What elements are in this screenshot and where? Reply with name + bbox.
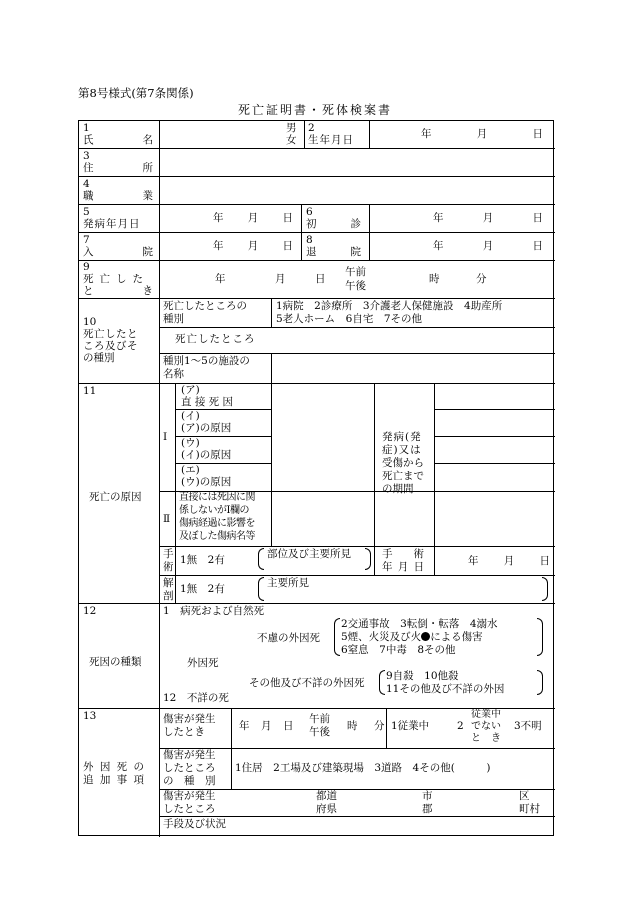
cause-d-mark: (エ)	[181, 464, 200, 476]
rule	[79, 176, 555, 177]
place-type-label-2: 種別	[163, 313, 184, 325]
item-number: 10	[83, 316, 97, 328]
rule	[369, 232, 370, 260]
rule	[231, 748, 232, 789]
autopsy-label-b: 剖	[163, 590, 174, 602]
rule	[159, 546, 555, 547]
item-number: 3	[83, 150, 90, 162]
external-death-label: 外因死	[187, 657, 219, 669]
right-brace	[542, 577, 548, 601]
left-brace	[258, 577, 264, 601]
autopsy-label-a: 解	[163, 577, 174, 589]
contributing-cause-label-4: 及ぼした傷病名等	[179, 531, 255, 542]
day-unit: 日	[532, 212, 543, 224]
minute-unit: 分	[476, 273, 487, 285]
rule	[159, 121, 160, 837]
name-label-a: 氏	[83, 134, 94, 146]
occupation-label-b: 業	[142, 190, 153, 202]
month-unit: 月	[482, 240, 494, 252]
discharge-label-b: 院	[350, 246, 361, 258]
rule	[271, 353, 272, 383]
injury-place-label: 傷害が発生	[163, 790, 216, 802]
black-dot-icon	[421, 632, 430, 641]
admission-label-a: 入	[83, 246, 94, 258]
rule	[159, 353, 555, 354]
surgery-findings-label: 部位及び主要所見	[267, 548, 351, 560]
item-number: 6	[306, 206, 313, 218]
rule	[79, 383, 555, 384]
prefecture-unit-2: 府県	[316, 803, 337, 815]
cause-d-label: (ウ)の原因	[181, 476, 232, 488]
town-unit: 町村	[519, 803, 540, 815]
left-brace	[334, 618, 340, 656]
autopsy-findings-label: 主要所見	[267, 577, 309, 589]
left-brace	[258, 548, 264, 570]
am-option[interactable]: 午前	[309, 713, 330, 725]
month-unit: 月	[476, 128, 488, 140]
rule	[79, 204, 555, 205]
right-brace	[365, 548, 371, 570]
rule	[271, 383, 272, 546]
rule	[434, 409, 555, 410]
county-unit: 郡	[422, 803, 433, 815]
pm-option[interactable]: 午後	[309, 726, 330, 738]
time-of-death-label: 死亡した	[83, 273, 149, 285]
address-label	[83, 162, 153, 174]
admission-date-field[interactable]	[213, 240, 293, 252]
cause-a-mark: (ア)	[181, 384, 200, 396]
injury-place-type-label: 傷害が発生	[163, 749, 216, 761]
prefecture-unit: 都道	[316, 790, 337, 802]
not-at-work-number: 2	[457, 720, 464, 732]
period-label-3: 受傷から	[382, 457, 424, 469]
name-label	[83, 134, 153, 146]
item-number: 4	[83, 178, 90, 190]
day-unit: 日	[532, 128, 543, 140]
accident-options[interactable]: 2交通事故 3転倒・転落 4溺水	[341, 618, 498, 630]
minute-unit: 分	[374, 720, 385, 732]
rule	[79, 232, 555, 233]
unknown-option[interactable]: 3不明	[514, 720, 542, 732]
cause-part-II-label: Ⅱ	[163, 513, 171, 525]
facility-name-label: 種別1～5の施設の	[163, 355, 250, 367]
month-unit: 月	[482, 212, 494, 224]
unknown-death-option[interactable]: 12 不詳の死	[163, 692, 229, 704]
rule	[79, 260, 555, 261]
rule	[369, 121, 370, 148]
place-of-death-label-3: の種別	[83, 352, 115, 364]
cause-b-label: (ア)の原因	[181, 422, 232, 434]
right-brace	[537, 618, 543, 656]
rule	[301, 204, 302, 232]
month-unit: 月	[275, 273, 286, 285]
external-additional-label-2: 追 加 事 項	[83, 774, 146, 786]
certificate-form	[78, 120, 554, 836]
year-unit: 年	[239, 720, 250, 732]
discharge-label	[306, 246, 361, 258]
onset-date-field[interactable]	[213, 212, 293, 224]
admission-label	[83, 246, 153, 258]
cause-c-label: (イ)の原因	[181, 449, 232, 461]
sex-female-option[interactable]: 女	[286, 134, 297, 146]
surgery-options[interactable]: 1無 2有	[180, 554, 225, 566]
rule	[159, 575, 555, 576]
year-unit: 年	[213, 240, 224, 252]
rule	[175, 546, 176, 603]
item-number: 1	[83, 122, 90, 134]
injury-place-type-label-3: の 種 別	[163, 775, 216, 787]
month-unit: 月	[247, 240, 259, 252]
rule	[231, 708, 232, 748]
accident-fire-text: 5煙、火災及び火	[341, 631, 422, 643]
occupation-label-a: 職	[83, 190, 94, 202]
cause-of-death-label: 死亡の原因	[89, 491, 142, 503]
place-of-death-label: 死亡したと	[83, 328, 138, 340]
contributing-cause-label-3: 傷病経過に影響を	[179, 518, 255, 529]
item-number: 9	[83, 261, 90, 273]
rule	[301, 232, 302, 260]
item-number: 7	[83, 234, 90, 246]
other-external-label: その他及び不詳の外因死	[249, 677, 365, 689]
city-unit: 市	[422, 790, 433, 802]
day-unit: 日	[282, 212, 293, 224]
hour-unit: 時	[429, 273, 440, 285]
cause-a-label: 直 接 死 因	[181, 396, 234, 408]
birth-date-field[interactable]	[421, 128, 543, 140]
rule	[304, 121, 305, 148]
surgery-label-a: 手	[163, 548, 174, 560]
onset-date-label: 発病年月日	[83, 218, 141, 230]
year-unit: 年	[433, 240, 444, 252]
page-title: 死亡証明書・死体検案書	[237, 103, 392, 117]
injury-place-label-2: したところ	[163, 803, 216, 815]
surgery-label-b: 術	[163, 561, 174, 573]
facility-name-label-2: 名称	[163, 368, 184, 380]
natural-death-option[interactable]: 1 病死および自然死	[163, 605, 265, 617]
month-unit: 月	[247, 212, 259, 224]
rule	[159, 327, 555, 328]
day-unit: 日	[539, 555, 550, 567]
rule	[434, 463, 555, 464]
surgery-date-field[interactable]	[468, 555, 550, 567]
rule	[374, 546, 375, 575]
rule	[79, 148, 555, 149]
at-work-option[interactable]: 1従業中	[391, 720, 430, 732]
surgery-date-label-2: 年 月 日	[382, 561, 426, 573]
item-number: 5	[83, 206, 90, 218]
item-number: 11	[83, 385, 97, 397]
first-visit-label	[306, 218, 361, 230]
injury-place-type-options[interactable]: 1住居 2工場及び建築現場 3道路 4その他( )	[235, 762, 491, 774]
place-of-death-label-2: ころ及びそ	[83, 340, 138, 352]
cause-part-I-label: Ⅰ	[163, 431, 168, 443]
left-brace	[379, 670, 385, 695]
period-label: 発病(発	[382, 431, 422, 443]
time-of-death-label-2	[83, 285, 153, 297]
first-visit-label-a: 初	[306, 218, 317, 230]
day-unit: 日	[282, 240, 293, 252]
not-at-work-option[interactable]: 従業中	[471, 709, 501, 720]
place-label: 死亡したところ	[175, 333, 256, 345]
pm-option[interactable]: 午後	[345, 280, 366, 292]
name-label-b: 名	[142, 134, 153, 146]
not-at-work-option-2[interactable]: でない	[471, 721, 501, 732]
place-type-label: 死亡したところの	[163, 300, 247, 312]
form-number: 第8号様式(第7条関係)	[78, 86, 194, 100]
cause-b-mark: (イ)	[181, 410, 200, 422]
discharge-label-a: 退	[306, 246, 317, 258]
place-type-options-2[interactable]: 5老人ホーム 6自宅 7その他	[276, 313, 423, 325]
rule	[159, 748, 555, 749]
address-label-b: 所	[142, 162, 153, 174]
accident-injury-text: による傷害	[430, 631, 483, 643]
rule	[79, 603, 555, 604]
injury-place-type-label-2: したところ	[163, 762, 216, 774]
autopsy-options[interactable]: 1無 2有	[180, 583, 225, 595]
other-external-options[interactable]: 9自殺 10他殺	[386, 670, 459, 682]
external-additional-label: 外 因 死 の	[83, 761, 146, 773]
year-unit: 年	[215, 273, 226, 285]
accident-options-3[interactable]: 6窒息 7中毒 8その他	[341, 644, 456, 656]
year-unit: 年	[213, 212, 224, 224]
birth-date-label: 生年月日	[308, 134, 354, 146]
item-number: 13	[83, 710, 97, 722]
other-external-options-2[interactable]: 11その他及び不詳の外因	[386, 683, 505, 695]
rule	[79, 298, 555, 299]
accident-options-2[interactable]	[341, 631, 483, 643]
period-label-4: 死亡まで	[382, 470, 424, 482]
month-unit: 月	[503, 555, 515, 567]
year-unit: 年	[421, 128, 432, 140]
contributing-cause-label-2: 係しないがⅠ欄の	[179, 505, 249, 516]
rule	[386, 708, 387, 748]
first-visit-label-b: 診	[350, 218, 361, 230]
cause-c-mark: (ウ)	[181, 437, 200, 449]
place-type-options[interactable]: 1病院 2診療所 3介護老人保健施設 4助産所	[276, 300, 503, 312]
rule	[271, 298, 272, 327]
ward-unit: 区	[519, 790, 530, 802]
am-option[interactable]: 午前	[345, 266, 366, 278]
contributing-cause-label: 直接には死因に関	[179, 492, 255, 503]
period-label-5: の期間	[382, 483, 414, 495]
year-unit: 年	[433, 212, 444, 224]
injury-time-label: 傷害が発生	[163, 713, 216, 725]
sex-male-option[interactable]: 男	[286, 122, 297, 134]
year-unit: 年	[468, 555, 479, 567]
rule	[369, 204, 370, 232]
rule	[374, 383, 375, 546]
rule	[434, 383, 435, 546]
day-unit: 日	[315, 273, 326, 285]
rule	[175, 383, 176, 546]
month-unit: 月	[261, 720, 272, 732]
discharge-date-field[interactable]	[433, 240, 543, 252]
address-label-a: 住	[83, 162, 94, 174]
rule	[159, 816, 555, 817]
rule	[434, 546, 435, 575]
item-number: 12	[83, 605, 97, 617]
surgery-date-label: 手 術	[382, 548, 424, 560]
right-brace	[537, 670, 543, 695]
day-unit: 日	[532, 240, 543, 252]
item-number: 2	[308, 122, 315, 134]
admission-label-b: 院	[142, 246, 153, 258]
rule	[159, 789, 555, 790]
item-number: 8	[306, 234, 313, 246]
hour-unit: 時	[347, 720, 358, 732]
manner-of-death-label: 死因の種類	[89, 656, 142, 668]
occupation-label	[83, 190, 153, 202]
rule	[434, 436, 555, 437]
injury-time-label-2: したとき	[163, 726, 205, 738]
time-of-death-label-2b: き	[142, 285, 153, 297]
day-unit: 日	[283, 720, 294, 732]
time-of-death-label-2a: と	[83, 285, 94, 297]
period-label-2: 症)又は	[382, 444, 422, 456]
first-visit-date-field[interactable]	[433, 212, 543, 224]
not-at-work-option-3[interactable]: と き	[471, 733, 501, 744]
means-label: 手段及び状況	[163, 818, 226, 830]
accidental-death-label: 不慮の外因死	[257, 632, 320, 644]
